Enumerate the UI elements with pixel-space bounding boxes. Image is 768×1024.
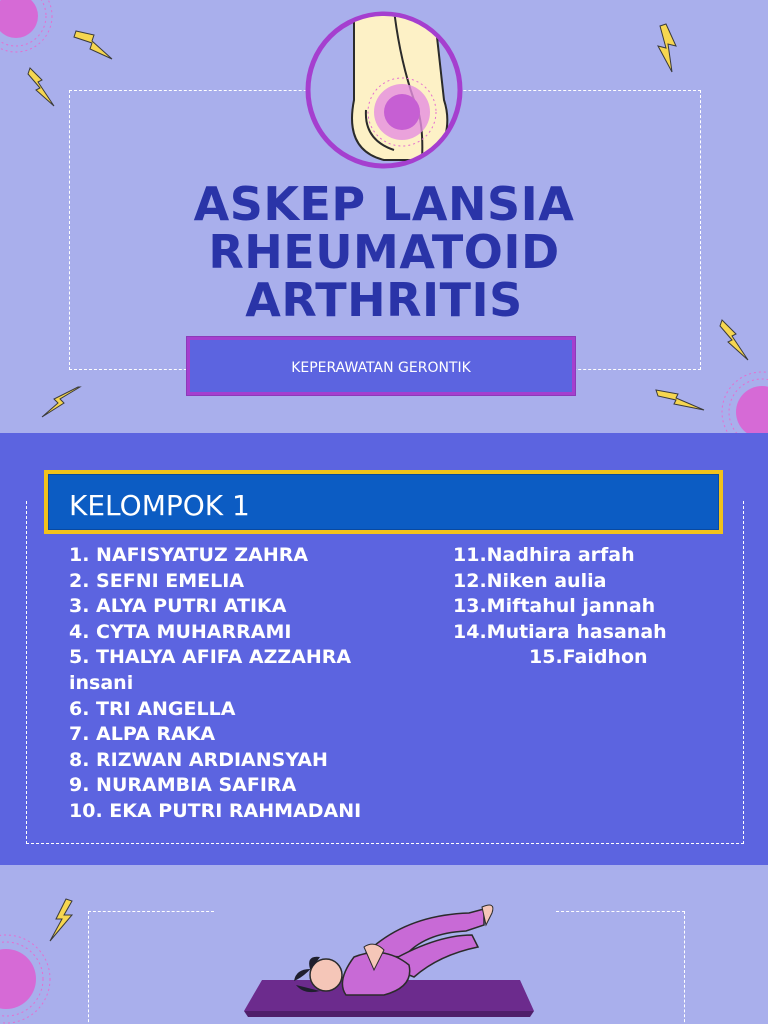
dashed-frame [88, 911, 214, 1024]
cover-section [0, 0, 768, 433]
list-item: 1. NAFISYATUZ ZAHRA [69, 544, 309, 566]
dashed-frame [556, 911, 685, 1024]
list-item: 4. CYTA MUHARRAMI [69, 620, 292, 643]
decorative-circle-icon [0, 0, 70, 70]
list-item: 15.Faidhon [529, 646, 648, 669]
knee-illustration [304, 10, 464, 170]
title-line: ARTHRITIS [245, 273, 523, 327]
illustration-section [0, 865, 768, 1024]
list-item: 12.Niken aulia [453, 569, 607, 592]
list-item: 6. TRI ANGELLA [69, 697, 236, 720]
list-item: 9. NURAMBIA SAFIRA [69, 774, 297, 797]
group-section [0, 433, 768, 865]
decorative-circle-icon [0, 933, 70, 1024]
list-item: 7. ALPA RAKA [69, 723, 216, 746]
lightning-icon [38, 385, 84, 419]
decorative-circle-icon [712, 362, 768, 433]
list-item: 8. RIZWAN ARDIANSYAH [69, 748, 328, 771]
list-item: 14.Mutiara hasanah [453, 620, 667, 643]
list-item: 11.Nadhira arfah [453, 544, 635, 566]
stretching-woman-illustration [234, 895, 534, 1024]
lightning-icon [652, 22, 682, 74]
lightning-icon [654, 384, 706, 414]
list-item: 10. EKA PUTRI RAHMADANI [69, 799, 362, 822]
subtitle-box [187, 337, 575, 395]
title-line: ASKEP LANSIA [193, 177, 575, 231]
lightning-icon [44, 897, 76, 943]
list-item: 5. THALYA AFIFA AZZAHRA [69, 646, 352, 669]
list-item: 2. SEFNI EMELIA [69, 569, 245, 592]
lightning-icon [72, 27, 116, 63]
group-heading-inner [48, 474, 719, 530]
list-item: insani [69, 671, 134, 694]
group-heading: KELOMPOK 1 [69, 489, 250, 522]
lightning-icon [718, 318, 752, 364]
list-item: 13.Miftahul jannah [453, 595, 656, 618]
member-list-left [69, 543, 429, 825]
member-list-right [453, 543, 753, 671]
lightning-icon [26, 66, 58, 110]
page-title [0, 177, 768, 327]
group-heading-box [44, 470, 723, 534]
title-line: RHEUMATOID [208, 225, 560, 279]
list-item: 3. ALYA PUTRI ATIKA [69, 595, 287, 618]
subtitle: KEPERAWATAN GERONTIK [291, 360, 471, 376]
